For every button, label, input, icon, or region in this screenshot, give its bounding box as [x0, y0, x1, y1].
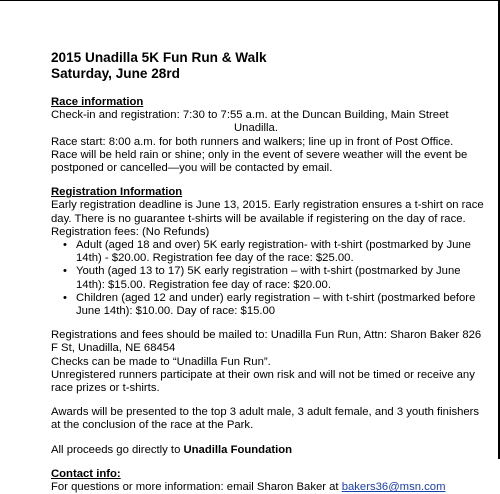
- race-information-heading: Race information: [51, 96, 144, 108]
- early-registration-line: Early registration deadline is June 13, 2015. Early registration ensures a t-shirt on race: [51, 199, 484, 212]
- race-start: Race start: 8:00 a.m. for both runners and walkers; line up in front of Post Office.: [51, 135, 454, 148]
- fees-label: Registration fees: (No Refunds): [51, 225, 210, 238]
- checkin-line: Check-in and registration: 7:30 to 7:55 a.m. at the Duncan Building, Main Street: [51, 109, 449, 122]
- weather-line: Race will be held rain or shine; only in the event of severe weather will the event be: [51, 148, 468, 161]
- registration-section: [51, 186, 491, 318]
- unregistered-note: Unregistered runners participate at their own risk and will not be timed or receive any: [51, 368, 475, 381]
- mailing-address: F St, Unadilla, NE 68454: [51, 342, 176, 355]
- fee-list: [51, 239, 491, 318]
- contact-heading: Contact info:: [51, 467, 121, 480]
- awards-line: Awards will be presented to the top 3 adult male, 3 adult female, and 3 youth finishers: [51, 406, 480, 419]
- registration-heading: Registration Information: [51, 186, 183, 199]
- proceeds-line: All proceeds go directly to Unadilla Foundation: [51, 443, 293, 456]
- weather-line-cont: postponed or cancelled—you will be contacted by email.: [51, 162, 333, 175]
- race-information-section: [51, 96, 491, 175]
- event-date: Saturday, June 28rd: [51, 65, 180, 81]
- foundation-name: Unadilla Foundation: [183, 443, 293, 456]
- fee-item-youth: • Youth (aged 13 to 17) 5K early registration – with t-shirt (postmarked by June 14th): $15.00. Registration fee day of race: $20.00.: [51, 265, 491, 291]
- contact-section: [51, 468, 491, 494]
- mailing-section: [51, 329, 491, 395]
- page-top-border: [0, 0, 500, 1]
- awards-section: [51, 406, 491, 432]
- unregistered-note-cont: race prizes or t-shirts.: [51, 382, 160, 395]
- fee-item-adult: • Adult (aged 18 and over) 5K early registration- with t-shirt (postmarked by June 14th) - $20.00. Registration fee day of the race: $25.00.: [51, 239, 491, 265]
- early-registration-line-cont: day. There is no guarantee t-shirts will be available if registering on the day of race.: [51, 212, 466, 225]
- contact-email-link[interactable]: bakers36@msn.com: [341, 481, 446, 494]
- checkin-line-cont: Unadilla.: [234, 122, 278, 135]
- fee-item-children: • Children (aged 12 and under) early registration – with t-shirt (postmarked before June 14th): $10.00. Day of race: $15.00: [51, 292, 491, 318]
- event-name: 2015 Unadilla 5K Fun Run & Walk: [51, 50, 267, 65]
- flyer-title: [51, 50, 491, 81]
- contact-line: For questions or more information: email Sharon Baker at bakers36@msn.com: [51, 481, 446, 494]
- flyer-page: [51, 50, 491, 494]
- mailing-line: Registrations and fees should be mailed to: Unadilla Fun Run, Attn: Sharon Baker 826: [51, 329, 482, 342]
- checks-note: Checks can be made to “Unadilla Fun Run”.: [51, 355, 271, 368]
- awards-line-cont: at the conclusion of the race at the Park.: [51, 419, 254, 432]
